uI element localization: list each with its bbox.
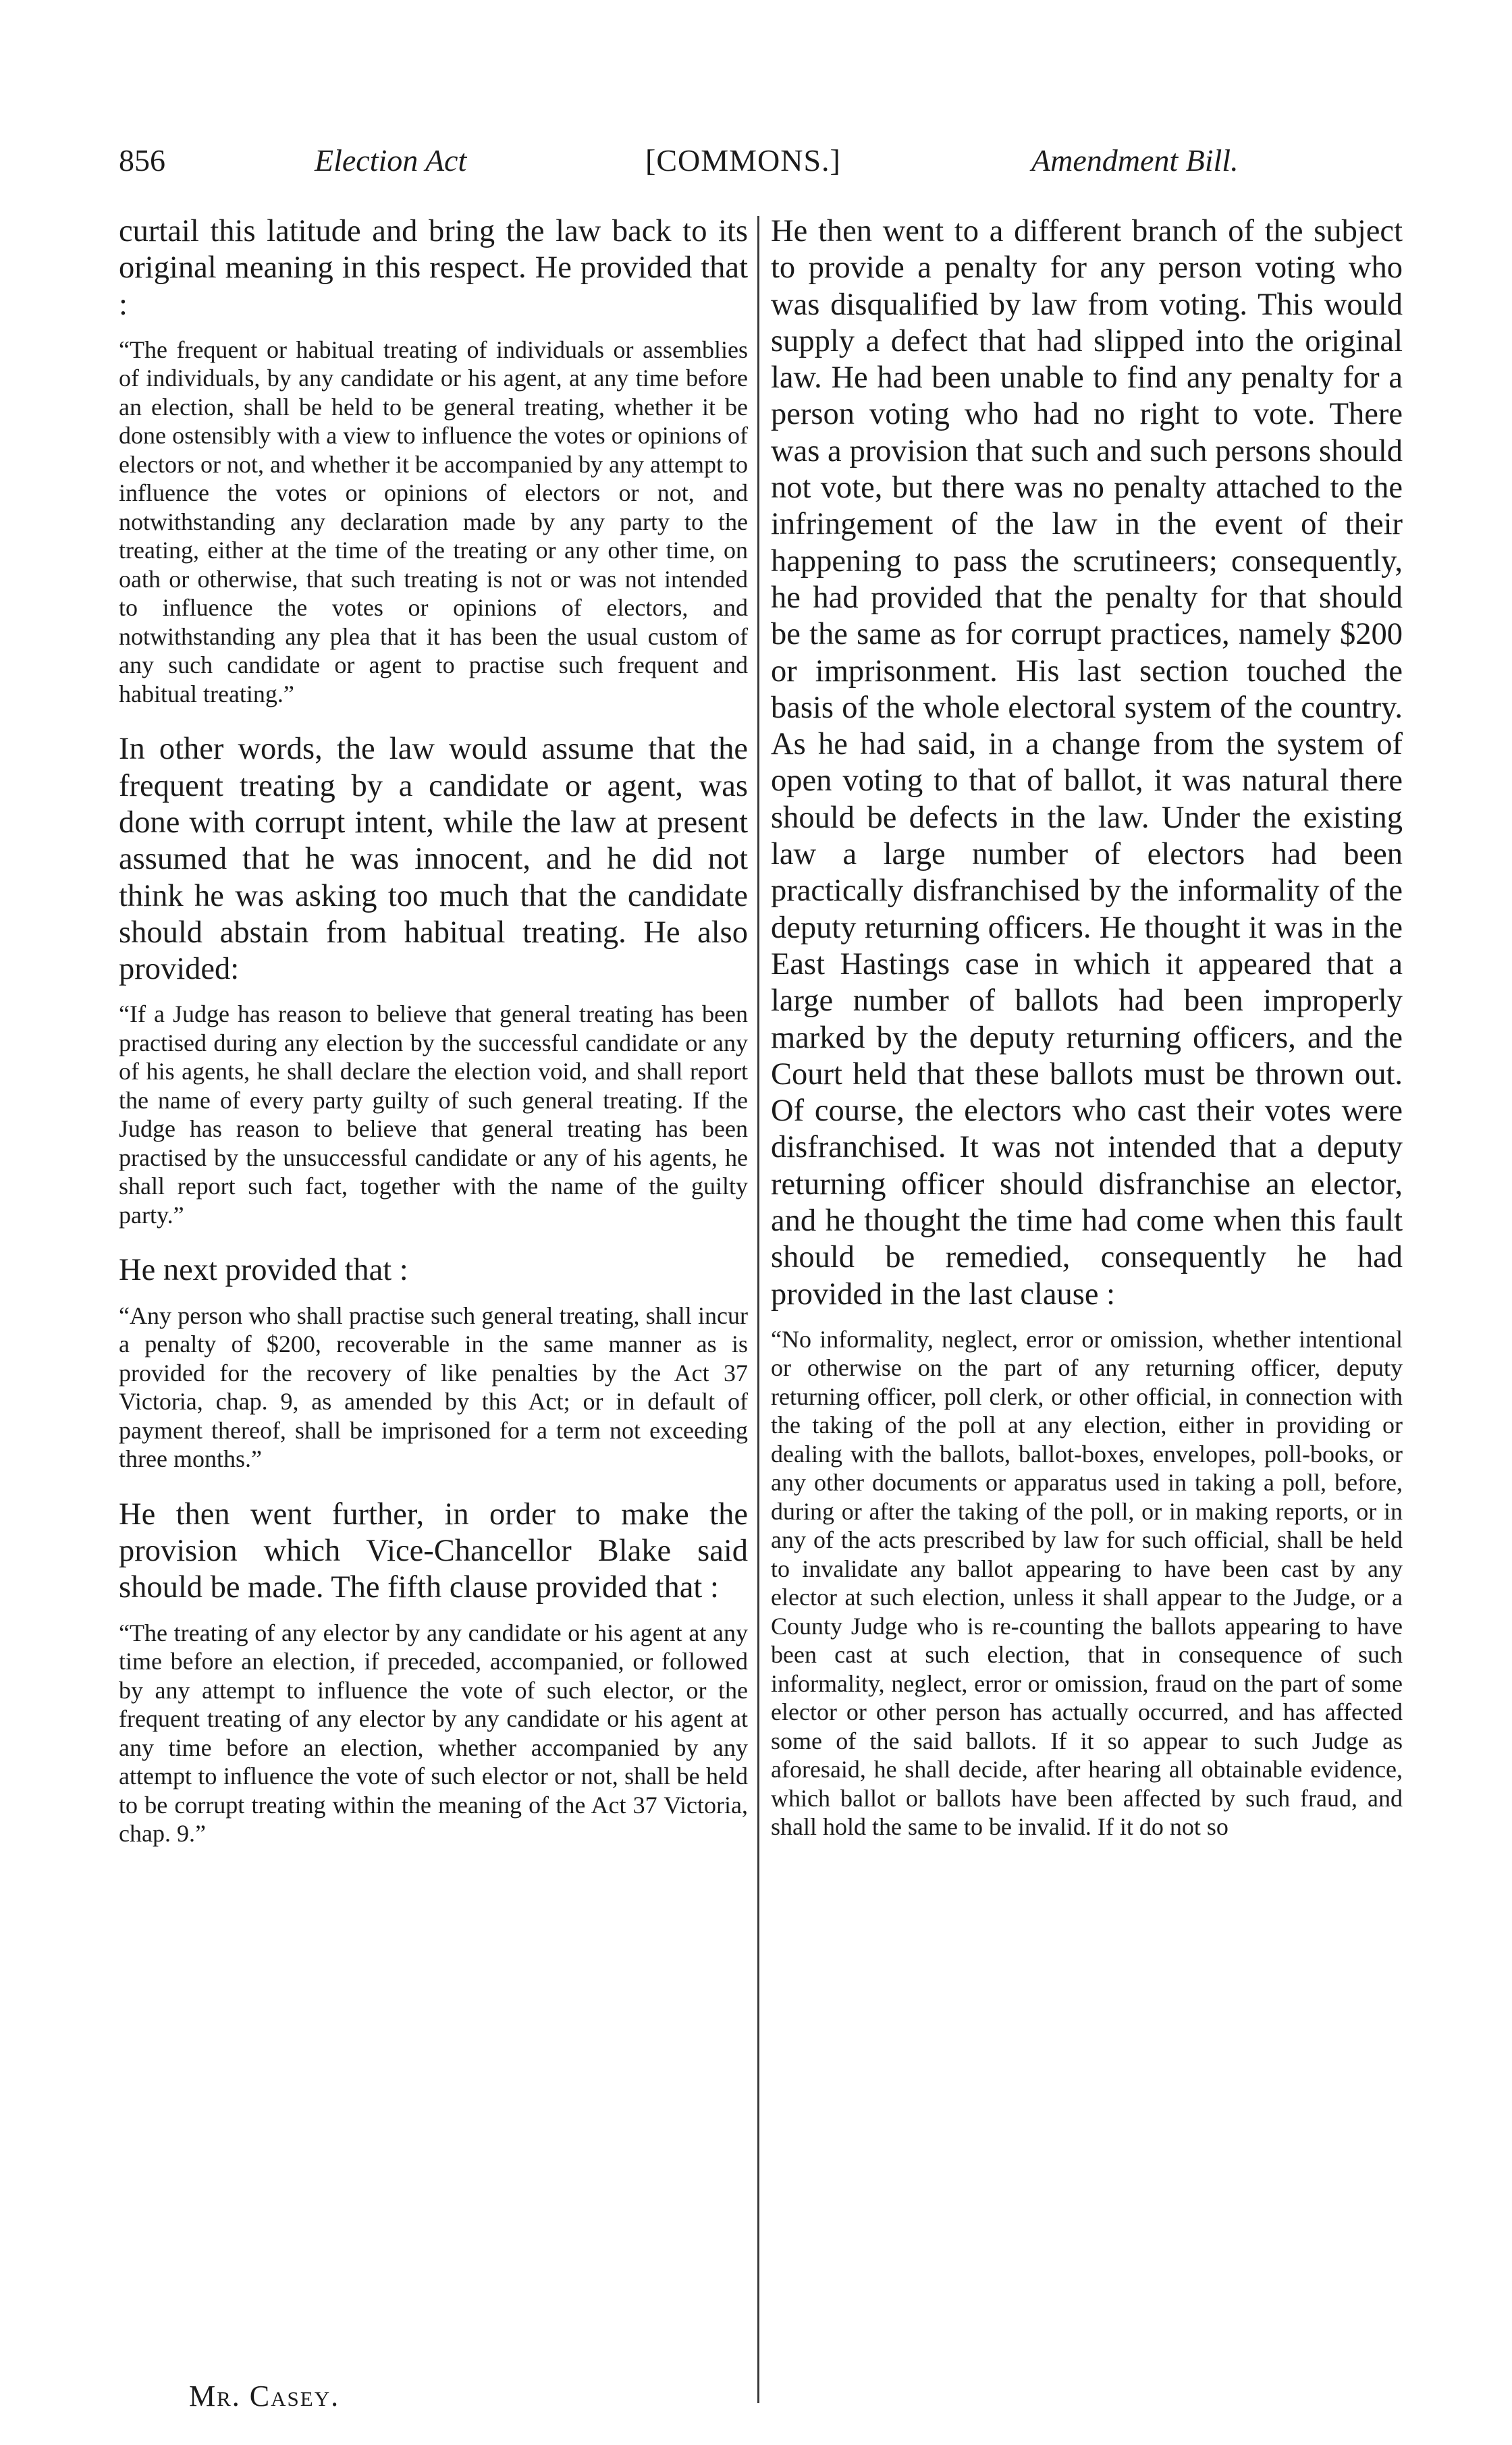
- paragraph: He then went to a different branch of the subject to provide a penalty for any person voting who was disqualified by law from voting. This would supply a defect that had slipped into the original law. He had been unable to find any penalty for a person voting who had no right to vote. There was a provision that such and such persons should not vote, but there was no penalty attached to the infringement of the law in the event of their happening to pass the scrutineers; consequently, he had provided that the penalty for that should be the same as for corrupt practices, namely $200 or imprisonment. His last section touched the basis of the whole electoral system of the country. As he had said, in a change from the system of open voting to that of ballot, it was natural there should be defects in the law. Under the existing law a large number of electors had been practically disfranchised by the informality of the deputy returning officers. He thought it was in the East Hastings case in which it appeared that a large number of ballots had been improperly marked by the deputy returning officers, and the Court held that these ballots must be thrown out. Of course, the electors who cast their votes were disfranchised. It was not intended that a deputy returning officer should disfranchise an elector, and he thought the time had come when this fault should be remedied, consequently he had provided in the last clause :: [771, 214, 1403, 1312]
- quoted-clause: “If a Judge has reason to believe that general treating has been practised during any election by the successful candidate or any of his agents, he shall declare the election void, and shall report the name of every party guilty of such general treating. If the Judge has reason to believe that general treating has been practised by the unsuccessful candidate or any of his agents, he shall report such fact, together with the name of the guilty party.”: [119, 1000, 748, 1229]
- page-header: [119, 140, 1401, 188]
- header-center-title: [COMMONS.]: [645, 143, 841, 178]
- column-divider: [757, 216, 759, 2403]
- quoted-clause: “Any person who shall practise such general treating, shall incur a penalty of $200, recoverable in the same manner as is provided for the recovery of like penalties by the Act 37 Victoria, chap. 9, as amended by this Act; or in default of payment thereof, shall be imprisoned for a term not exceeding three months.”: [119, 1301, 748, 1473]
- speaker-name: Mr. Casey.: [189, 2380, 340, 2413]
- header-right-title: Amendment Bill.: [1031, 143, 1239, 178]
- paragraph: curtail this latitude and bring the law back to its original meaning in this respect. He provided that :: [119, 214, 748, 322]
- quoted-clause: “The frequent or habitual treating of individuals or assemblies of individuals, by any candidate or his agent, at any time before an election, shall be held to be general treating, whether it be done ostensibly with a view to influence the votes or opinions of electors or not, and whether it be accompanied by any attempt to influence the votes or opinions of electors or not, and notwithstanding any declaration made by any party to the treating, either at the time of the treating or any other time, on oath or otherwise, that such treating is not or was not intended to influence the votes or opinions of electors, and notwithstanding any plea that it has been the usual custom of any such candidate or agent to practise such frequent and habitual treating.”: [119, 335, 748, 707]
- page-number: 856: [119, 143, 165, 178]
- paragraph: He next provided that :: [119, 1253, 408, 1288]
- right-column: [771, 213, 1403, 2400]
- quoted-clause: “The treating of any elector by any candidate or his agent at any time before an election, if preceded, accompanied, or followed by any attempt to influence the vote of such elector, or the frequent treating of any elector by any candidate or his agent at any time before an election, whether accompanied by any attempt to influence the vote of such elector or not, shall be held to be corrupt treating within the meaning of the Act 37 Victoria, chap. 9.”: [119, 1619, 748, 1848]
- header-left-title: Election Act: [315, 143, 467, 178]
- quoted-clause: “No informality, neglect, error or omission, whether intentional or otherwise on the part of any returning officer, deputy returning officer, poll clerk, or other official, in connection with the taking of the poll at any election, either in providing or dealing with the ballots, ballot-boxes, envelopes, poll-books, or any other documents or apparatus used in taking a poll, before, during or after the taking of the poll, or in making reports, or in any of the acts prescribed by law for such official, shall be held to invalidate any ballot appearing to have been cast by any elector at such election, unless it shall appear to the Judge, or a County Judge who is re-counting the ballots appearing to have been cast at such election, that in consequence of such informality, neglect, error or omission, fraud on the part of some elector or other person has actually occurred, and has affected some of the said ballots. If it so appear to such Judge as aforesaid, he shall decide, after hearing all obtainable evidence, which ballot or ballots have been affected by such fraud, and shall hold the same to be invalid. If it do not so: [771, 1325, 1403, 1841]
- paragraph: In other words, the law would assume that the frequent treating by a candidate or agent, was done with corrupt intent, while the law at present assumed that he was innocent, and he did not think he was asking too much that the candidate should abstain from habitual treating. He also provided:: [119, 732, 748, 987]
- paragraph: He then went further, in order to make the provision which Vice-Chancellor Blake said should be made. The fifth clause provided that :: [119, 1497, 748, 1605]
- left-column: [119, 213, 748, 2367]
